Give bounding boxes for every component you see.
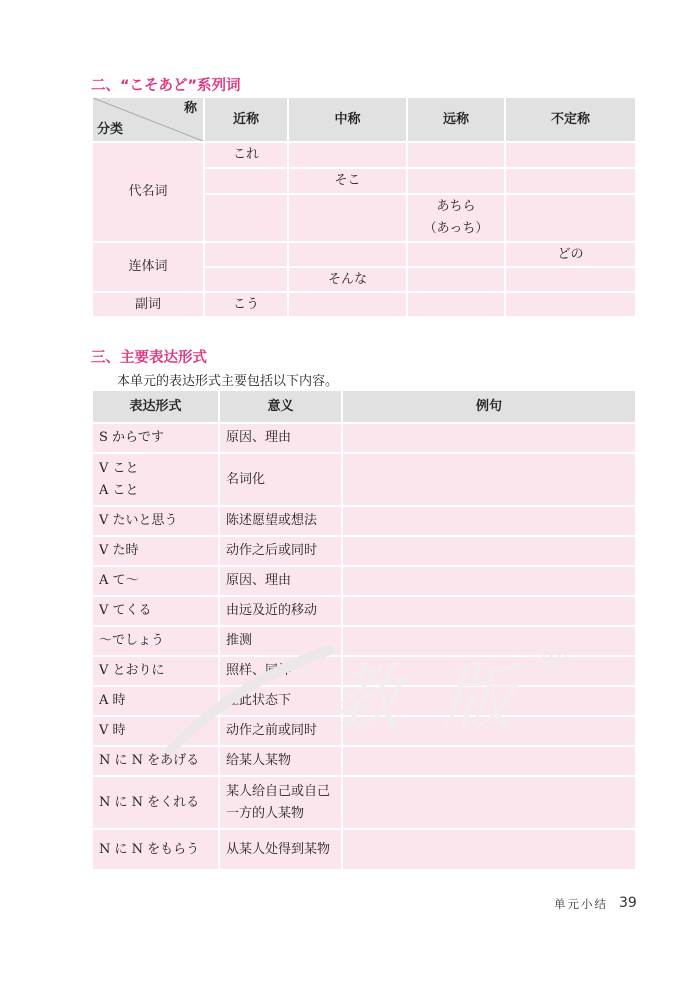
expression-meaning: 从某人处得到某物 (220, 830, 341, 869)
meaning-line: 一方的人某物 (226, 805, 305, 821)
row-label-adverb: 副词 (93, 293, 203, 316)
expression-meaning: 原因、理由 (220, 567, 341, 595)
acchi-text: （あっち） (423, 221, 489, 236)
expression-example (343, 424, 635, 452)
empty-cell (506, 169, 635, 193)
expression-example (343, 717, 635, 745)
expression-example (343, 747, 635, 775)
empty-cell (506, 268, 635, 291)
expression-meaning: 动作之前或同时 (220, 717, 341, 745)
expression-meaning: 由远及近的移动 (220, 597, 341, 625)
header-bottom-label: 分类 (97, 122, 124, 137)
expression-form: S からです (93, 424, 218, 452)
header-top-label: 称 (183, 101, 197, 116)
expression-meaning (220, 777, 341, 828)
expression-example (343, 507, 635, 535)
registered-mark: ® (538, 640, 572, 680)
empty-cell (289, 143, 406, 167)
expression-example (343, 597, 635, 625)
expression-form: V た時 (93, 537, 218, 565)
cell-dono: どの (506, 243, 635, 266)
empty-cell (205, 268, 287, 291)
category-header (93, 98, 203, 141)
form-line: V こと (99, 460, 139, 476)
expression-form: N に N をあげる (93, 747, 218, 775)
watermark-text: 教版 (330, 656, 555, 740)
expression-example (343, 830, 635, 869)
expression-meaning: 名词化 (220, 454, 341, 505)
expression-meaning: 在此状态下 (220, 687, 341, 715)
expression-form: V たいと思う (93, 507, 218, 535)
expression-example (343, 537, 635, 565)
expression-meaning: 照样、同样 (220, 657, 341, 685)
expression-meaning: 陈述愿望或想法 (220, 507, 341, 535)
expression-meaning: 原因、理由 (220, 424, 341, 452)
expression-example (343, 657, 635, 685)
section-title-expressions: 三、主要表达形式 (91, 350, 207, 366)
expression-example (343, 567, 635, 595)
section-title-kosoado: 二、“こそあど”系列词 (91, 78, 241, 94)
empty-cell (408, 243, 504, 266)
expression-meaning: 给某人某物 (220, 747, 341, 775)
cell-soko: そこ (289, 169, 406, 193)
section-intro: 本单元的表达形式主要包括以下内容。 (117, 374, 339, 389)
expression-form: A て～ (93, 567, 218, 595)
empty-cell (205, 243, 287, 266)
column-header-form: 表达形式 (93, 391, 218, 422)
kosoado-table (91, 96, 637, 318)
expression-form: A 時 (93, 687, 218, 715)
empty-cell (289, 243, 406, 266)
expression-form: V とおりに (93, 657, 218, 685)
expressions-table (91, 389, 637, 871)
expression-form (93, 454, 218, 505)
column-header-indefinite: 不定称 (506, 98, 635, 141)
empty-cell (408, 268, 504, 291)
expression-example (343, 454, 635, 505)
cell-kore: これ (205, 143, 287, 167)
empty-cell (506, 143, 635, 167)
column-header-example: 例句 (343, 391, 635, 422)
cell-kou: こう (205, 293, 287, 316)
row-label-pronoun: 代名词 (93, 143, 203, 241)
expression-meaning: 动作之后或同时 (220, 537, 341, 565)
row-label-rentaishi: 连体词 (93, 243, 203, 291)
empty-cell (289, 195, 406, 241)
expression-example (343, 687, 635, 715)
expression-meaning: 推测 (220, 627, 341, 655)
expression-form: V 時 (93, 717, 218, 745)
form-line: A こと (99, 482, 139, 498)
footer-unit-summary: 单元小结 (554, 897, 608, 911)
cell-sonna: そんな (289, 268, 406, 291)
empty-cell (506, 195, 635, 241)
expression-form: V てくる (93, 597, 218, 625)
meaning-line: 某人给自己或自己 (226, 783, 331, 799)
column-header-meaning: 意义 (220, 391, 341, 422)
empty-cell (506, 293, 635, 316)
achira-text: あちら (436, 199, 476, 214)
page-number: 39 (619, 895, 637, 911)
empty-cell (408, 143, 504, 167)
empty-cell (408, 293, 504, 316)
expression-example (343, 627, 635, 655)
expression-form: ～でしょう (93, 627, 218, 655)
expression-example (343, 777, 635, 828)
column-header-far: 远称 (408, 98, 504, 141)
empty-cell (205, 195, 287, 241)
expression-form: N に N をもらう (93, 830, 218, 869)
cell-achira (408, 195, 504, 241)
empty-cell (205, 169, 287, 193)
empty-cell (408, 169, 504, 193)
empty-cell (289, 293, 406, 316)
expression-form: N に N をくれる (93, 777, 218, 828)
column-header-near: 近称 (205, 98, 287, 141)
column-header-middle: 中称 (289, 98, 406, 141)
